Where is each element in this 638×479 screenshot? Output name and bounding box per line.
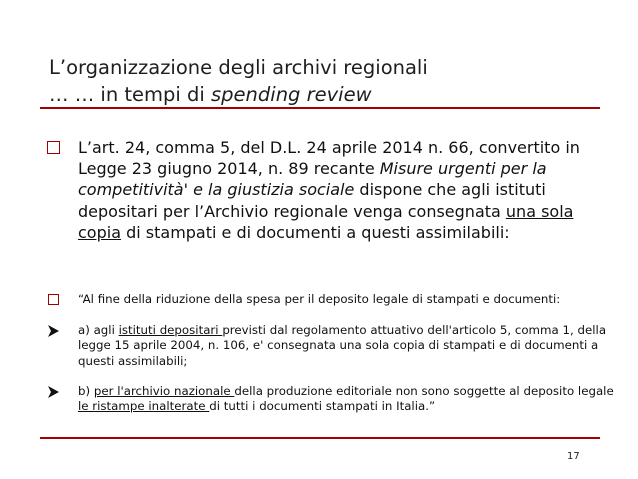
bullet-3-underlined: istituti depositari [118,323,223,337]
bullet-4-underlined-2: le ristampe inalterate [78,399,210,414]
bullet-4-text-a: b) [78,384,94,398]
bullet-1-italic-title: Misure urgenti per la competitività' e la giustizia sociale [78,159,547,200]
bullet-1-text-a: L’art. 24, comma 5, del D.L. 24 aprile 2014 n. 66, convertito in Legge 23 giugno 2014, n. 89 recante [78,138,580,179]
arrow-bullet-icon [48,386,59,398]
title-line-1: L’organizzazione degli archivi regionali [49,56,428,79]
bullet-3-text-a: a) agli [78,323,119,337]
title-line-2-italic: spending review [211,83,372,106]
square-bullet-icon [47,141,60,154]
footer-divider [40,437,600,439]
title-divider [40,107,600,109]
bullet-3-text-b: previsti dal regolamento attuativo dell'articolo 5, comma 1, della legge 15 aprile 2004, n. 106, e' consegnata una sola copia di stampati e di documenti a questi assimilabili; [78,323,607,368]
bullet-1-underlined: una sola copia [78,201,574,242]
bullet-4-paragraph [78,384,626,415]
title-line-2-prefix: … … in tempi di [49,83,211,106]
bullet-1-text-c: di stampati e di documenti a questi assimilabili: [121,222,510,242]
page-number: 17 [567,451,580,462]
bullet-4-text-c: di tutti i documenti stampati in Italia.” [209,399,436,414]
title-line-2 [49,81,428,108]
arrow-bullet-icon [48,325,59,337]
bullet-2-paragraph: “Al fine della riduzione della spesa per il deposito legale di stampati e documenti: [78,292,561,306]
bullet-3-paragraph [78,323,626,369]
slide-title [49,54,428,108]
bullet-1-paragraph [78,137,618,243]
bullet-4-underlined-1: per l'archivio nazionale [93,384,235,398]
bullet-4-text-b: della produzione editoriale non sono soggette al deposito legale [234,384,614,398]
bullet-1-text-b: dispone che agli istituti depositari per l’Archivio regionale venga consegnata [78,180,546,221]
square-bullet-icon [48,294,59,305]
